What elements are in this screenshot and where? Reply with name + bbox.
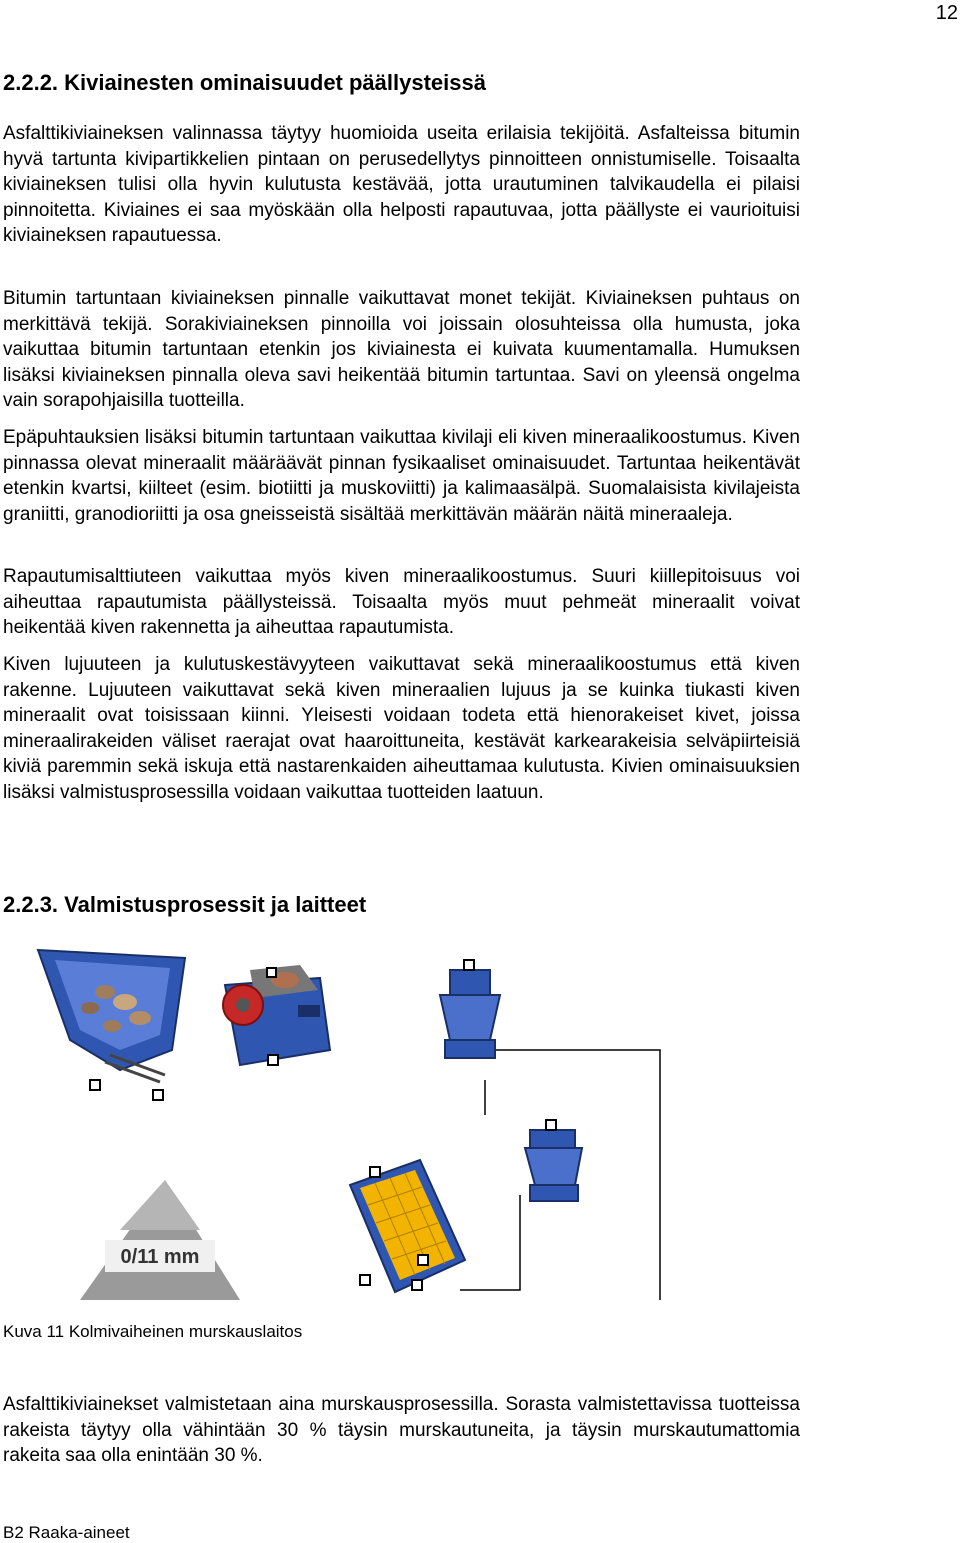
- crushing-plant-figure: [0, 930, 700, 1320]
- paragraph: Rapautumisalttiuteen vaikuttaa myös kiven mineraalikoostumus. Suuri kiillepitoisuus voi aiheuttaa rapautumista päällysteissä. Toisaalta myös muut pehmeät mineraalit voivat heikentää kiven rakennetta ja aiheuttaa rapautumista.: [3, 566, 800, 638]
- paragraph: Epäpuhtauksien lisäksi bitumin tartuntaan vaikuttaa kivilaji eli kiven mineraalikoostumus. Kiven pinnassa olevat mineraalit määräävät pinnan fysikaaliset ominaisuudet. Tartuntaa heikentävät etenkin kvartsi, kiilteet (esim. biotiitti ja muskoviitti) ja kalimaasälpä. Suomalaisista kivilajeista graniitti, granodioriitti ja osa gneisseistä sisältää merkittävän määrän näitä mineraaleja.: [3, 427, 800, 525]
- cone-crusher-secondary: [525, 1120, 582, 1201]
- vibrating-screen: [350, 1160, 465, 1292]
- jaw-crusher: [223, 965, 330, 1065]
- feeder-hopper: [38, 950, 185, 1100]
- section-heading-2-2-2: 2.2.2. Kiviainesten ominaisuudet päällysteissä: [3, 70, 486, 95]
- aggregate-pile: [80, 1180, 240, 1300]
- pile-size-label: 0/11 mm: [120, 1246, 200, 1268]
- paragraph: Asfalttikiviaineksen valinnassa täytyy huomioida useita erilaisia tekijöitä. Asfalteissa bitumin hyvä tartunta kivipartikkelien pintaan on perusedellytys pinnoitteen onnistumiselle. Toisaalta kiviaineksen tulisi olla hyvin kulutusta kestävää, jotta urautuminen talvikaudella ei pilaisi pinnoitetta. Kiviaines ei saa myöskään olla helposti rapautuvaa, jotta päällyste ei vaurioituisi kiviaineksen rapautuessa.: [3, 123, 800, 246]
- paragraph: Kiven lujuuteen ja kulutuskestävyyteen vaikuttavat sekä mineraalikoostumus että kiven rakenne. Lujuuteen vaikuttavat sekä kiven mineraalien lujuus ja se kuinka tiukasti kiven mineraalit ovat toisissaan kiinni. Yleisesti voidaan todeta että hienorakeiset kivet, joissa mineraalirakeiden väliset raerajat ovat haaroittuneita, kestävät karkearakeisia selväpiirteisiä kiviä paremmin sekä iskuja että nastarenkaiden aiheuttamaa kulutusta. Kivien ominaisuuksien lisäksi valmistusprosessilla voidaan vaikuttaa tuotteiden laatuun.: [3, 654, 800, 803]
- paragraph: Asfalttikiviainekset valmistetaan aina murskausprosessilla. Sorasta valmistettavissa tuotteissa rakeista täytyy olla vähintään 30 % täysin murskautuneita, ja täysin murskautumattomia rakeita saa olla enintään 30 %.: [3, 1394, 800, 1466]
- paragraph: Bitumin tartuntaan kiviaineksen pinnalle vaikuttavat monet tekijät. Kiviaineksen puhtaus on merkittävä tekijä. Sorakiviaineksen pinnoilla voi joissain olosuhteissa olla humusta, joka vaikuttaa bitumin tartuntaan etenkin jos kiviainesta ei kuivata kuumentamalla. Humuksen lisäksi kiviaineksen pinnalla oleva savi heikentää bitumin tartuntaa. Savi on yleensä ongelma vain sorapohjaisilla tuotteilla.: [3, 288, 800, 411]
- section-heading-2-2-3: 2.2.3. Valmistusprosessit ja laitteet: [3, 892, 367, 917]
- figure-caption: Kuva 11 Kolmivaiheinen murskauslaitos: [3, 1322, 303, 1341]
- footer: B2 Raaka-aineet: [3, 1523, 130, 1542]
- page-number: 12: [935, 2, 958, 24]
- cone-crusher-primary: [440, 960, 500, 1058]
